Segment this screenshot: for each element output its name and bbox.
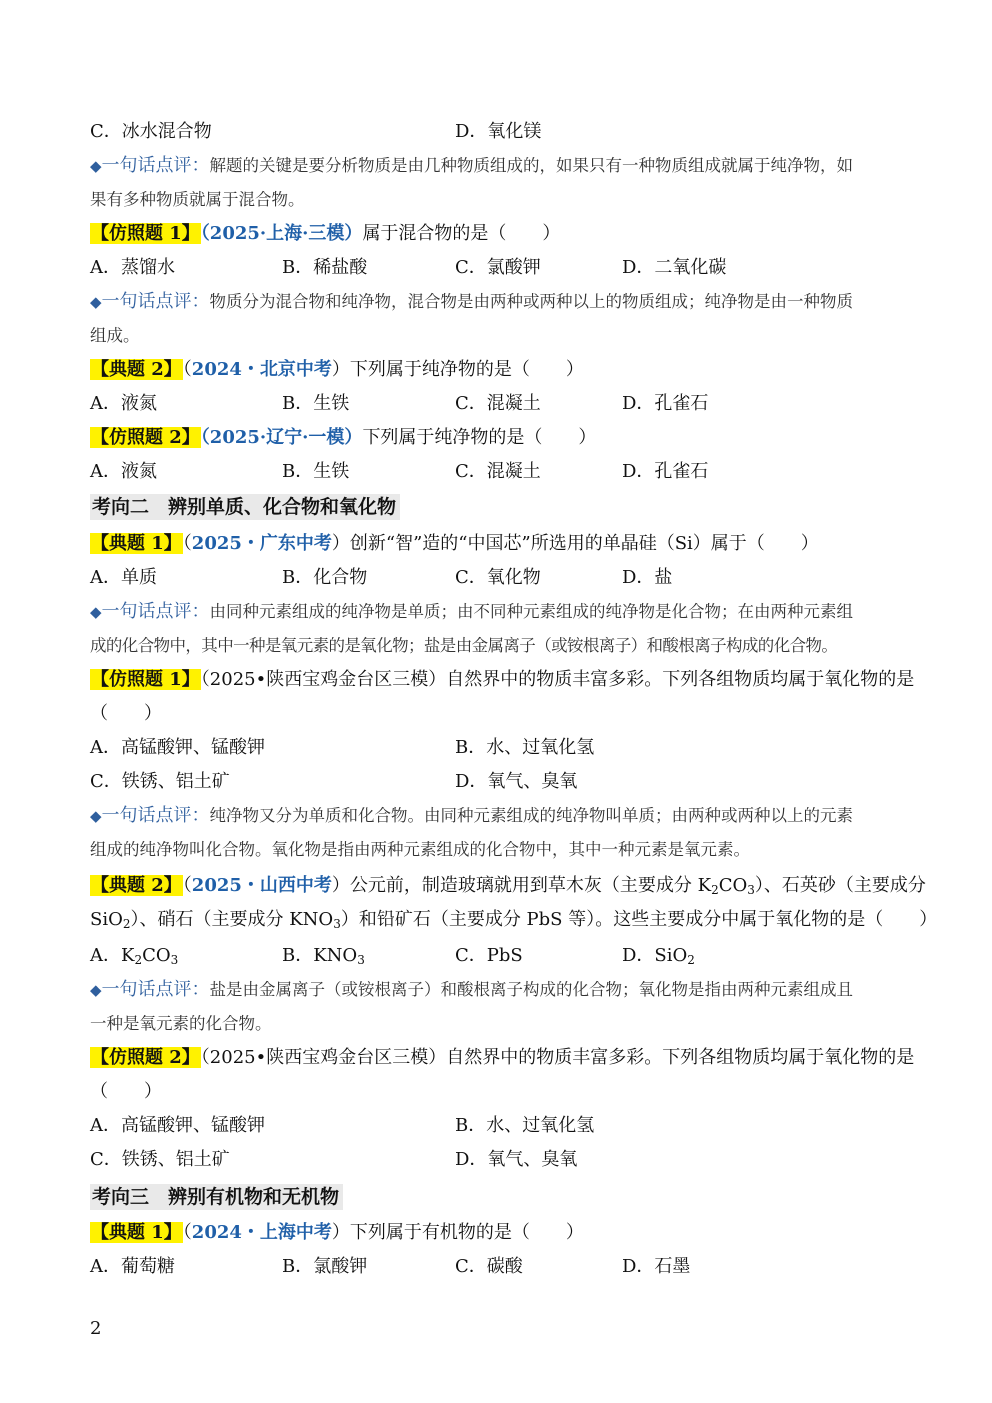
question-source: 2025・广东中考 bbox=[191, 533, 332, 554]
option-a: A．葡萄糖 bbox=[90, 1256, 175, 1277]
option-c: C．混凝土 bbox=[455, 393, 541, 414]
question-tag: 【典题 1】 bbox=[91, 1222, 182, 1243]
option-b: B．生铁 bbox=[282, 393, 350, 414]
option-a: A．蒸馏水 bbox=[90, 257, 175, 278]
option-a: A．$K_2CO_3$ bbox=[90, 945, 179, 967]
option-d: D．氧化镁 bbox=[455, 121, 542, 142]
option-c: C．混凝土 bbox=[455, 461, 541, 482]
question-stem: 【典题 1】（2024・上海中考）下列属于有机物的是（ ） bbox=[91, 1222, 584, 1243]
comment-line: ◆一句话点评：纯净物又分为单质和化合物。由同种元素组成的纯净物叫单质；由两种或两种以上的元素 bbox=[90, 805, 854, 826]
option-a: A．液氮 bbox=[90, 461, 157, 482]
option-c: C．铁锈、铝土矿 bbox=[90, 1149, 230, 1170]
question-source: （2025•陕西宝鸡金台区三模） bbox=[200, 1047, 447, 1068]
comment-line-cont: 组成。 bbox=[90, 326, 140, 345]
option-a: A．高锰酸钾、锰酸钾 bbox=[90, 737, 265, 758]
option-a: A．单质 bbox=[90, 567, 157, 588]
question-tag: 【仿照题 1】 bbox=[91, 669, 200, 690]
question-tag: 【仿照题 2】 bbox=[91, 427, 200, 448]
diamond-icon: ◆ bbox=[90, 293, 102, 311]
question-stem-cont: SiO$_2$）、硝石（主要成分 $KNO_3$）和铅矿石（主要成分 PbS 等）。这些主要成分中属于氧化物的是（ ） bbox=[90, 909, 938, 931]
option-c: C．氯酸钾 bbox=[455, 257, 541, 278]
diamond-icon: ◆ bbox=[90, 981, 102, 999]
page-number: 2 bbox=[90, 1318, 102, 1339]
option-b: B．氯酸钾 bbox=[282, 1256, 368, 1277]
comment-line: ◆一句话点评：由同种元素组成的纯净物是单质；由不同种元素组成的纯净物是化合物；在由两种元素组 bbox=[90, 601, 854, 622]
comment-line-cont: 组成的纯净物叫化合物。氧化物是指由两种元素组成的化合物中，其中一种元素是氧元素。 bbox=[90, 840, 750, 859]
question-source: 2024・上海中考 bbox=[191, 1222, 332, 1243]
question-source: 2025・山西中考 bbox=[191, 875, 332, 896]
question-stem-cont: （ ） bbox=[90, 703, 162, 724]
option-d: D．氧气、臭氧 bbox=[455, 1149, 578, 1170]
question-stem: 【典题 2】（2025・山西中考）公元前，制造玻璃就用到草木灰（主要成分 $K_2CO_3$）、石英砂（主要成分 bbox=[91, 875, 926, 897]
option-c: C．铁锈、铝土矿 bbox=[90, 771, 230, 792]
option-c: C．冰水混合物 bbox=[90, 121, 212, 142]
question-stem: 【仿照题 2】（2025·辽宁·一模）下列属于纯净物的是（ ） bbox=[91, 427, 597, 448]
option-c: C．氧化物 bbox=[455, 567, 541, 588]
diamond-icon: ◆ bbox=[90, 807, 102, 825]
option-b: B．水、过氧化氢 bbox=[455, 737, 595, 758]
option-b: B．$KNO_3$ bbox=[282, 945, 365, 967]
question-stem: 【典题 1】（2025・广东中考）创新“智”造的“中国芯”所选用的单晶硅（Si）属于（ ） bbox=[91, 533, 819, 554]
option-b: B．水、过氧化氢 bbox=[455, 1115, 595, 1136]
option-a: A．液氮 bbox=[90, 393, 157, 414]
comment-line: ◆一句话点评：解题的关键是要分析物质是由几种物质组成的，如果只有一种物质组成就属于纯净物，如 bbox=[90, 155, 854, 176]
diamond-icon: ◆ bbox=[90, 157, 102, 175]
section-heading: 考向三 辨别有机物和无机物 bbox=[90, 1184, 343, 1210]
question-tag: 【典题 2】 bbox=[91, 359, 182, 380]
option-d: D．孔雀石 bbox=[622, 461, 709, 482]
section-heading: 考向二 辨别单质、化合物和氧化物 bbox=[90, 494, 400, 520]
option-b: B．稀盐酸 bbox=[282, 257, 368, 278]
comment-line: ◆一句话点评：物质分为混合物和纯净物，混合物是由两种或两种以上的物质组成；纯净物是由一种物质 bbox=[90, 291, 854, 312]
question-stem: 【典题 2】（2024・北京中考）下列属于纯净物的是（ ） bbox=[91, 359, 584, 380]
option-b: B．化合物 bbox=[282, 567, 368, 588]
question-tag: 【仿照题 1】 bbox=[91, 223, 200, 244]
comment-line-cont: 成的化合物中，其中一种是氧元素的是氧化物；盐是由金属离子（或铵根离子）和酸根离子构成的化合物。 bbox=[90, 636, 838, 655]
option-d: D．盐 bbox=[622, 567, 673, 588]
option-b: B．生铁 bbox=[282, 461, 350, 482]
comment-line: ◆一句话点评：盐是由金属离子（或铵根离子）和酸根离子构成的化合物；氧化物是指由两种元素组成且 bbox=[90, 979, 854, 1000]
question-stem-cont: （ ） bbox=[90, 1081, 162, 1102]
option-c: C．PbS bbox=[455, 945, 523, 966]
question-source: （2025·辽宁·一模） bbox=[200, 427, 363, 448]
option-c: C．碳酸 bbox=[455, 1256, 523, 1277]
question-source: （2025•陕西宝鸡金台区三模） bbox=[200, 669, 447, 690]
question-tag: 【仿照题 2】 bbox=[91, 1047, 200, 1068]
option-d: D．氧气、臭氧 bbox=[455, 771, 578, 792]
option-a: A．高锰酸钾、锰酸钾 bbox=[90, 1115, 265, 1136]
comment-line-cont: 果有多种物质就属于混合物。 bbox=[90, 190, 305, 209]
question-stem: 【仿照题 1】（2025·上海·三模）属于混合物的是（ ） bbox=[91, 223, 561, 244]
option-d: D．孔雀石 bbox=[622, 393, 709, 414]
comment-line-cont: 一种是氧元素的化合物。 bbox=[90, 1014, 272, 1033]
option-d: D．石墨 bbox=[622, 1256, 691, 1277]
question-source: （2025·上海·三模） bbox=[200, 223, 363, 244]
question-tag: 【典题 1】 bbox=[91, 533, 182, 554]
question-stem: 【仿照题 2】（2025•陕西宝鸡金台区三模）自然界中的物质丰富多彩。下列各组物质均属于氧化物的是 bbox=[91, 1047, 915, 1068]
question-stem: 【仿照题 1】（2025•陕西宝鸡金台区三模）自然界中的物质丰富多彩。下列各组物质均属于氧化物的是 bbox=[91, 669, 915, 690]
question-tag: 【典题 2】 bbox=[91, 875, 182, 896]
question-source: 2024・北京中考 bbox=[191, 359, 332, 380]
option-d: D．SiO$_2$ bbox=[622, 945, 695, 967]
diamond-icon: ◆ bbox=[90, 603, 102, 621]
option-d: D．二氧化碳 bbox=[622, 257, 727, 278]
